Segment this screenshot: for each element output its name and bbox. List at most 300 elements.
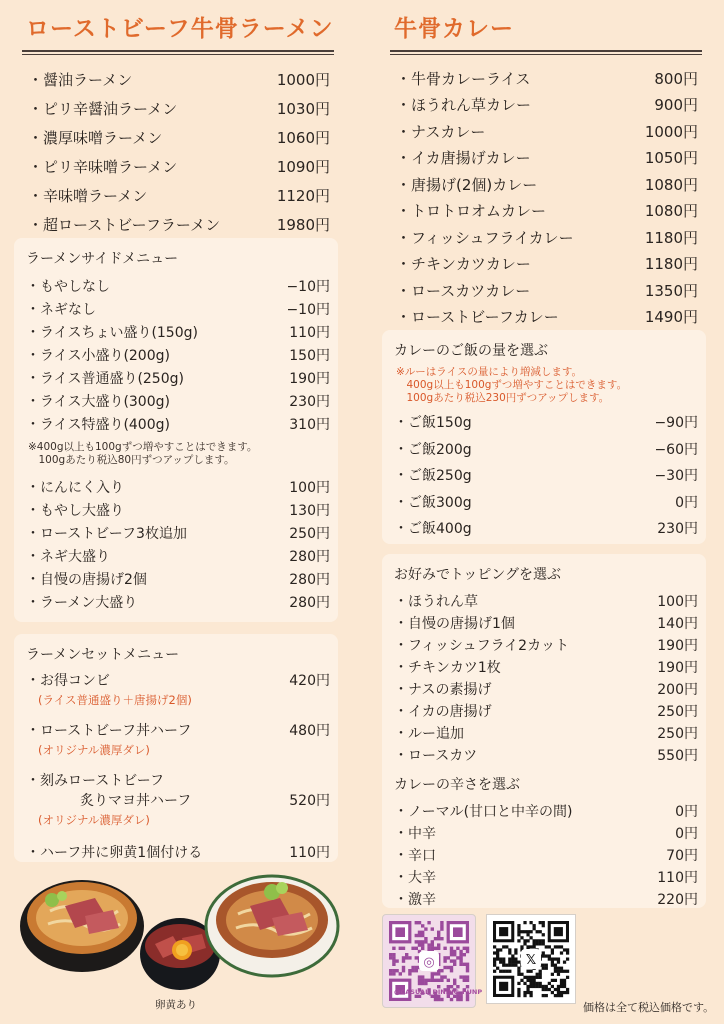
qr-module <box>566 951 569 954</box>
qr-module <box>517 961 520 964</box>
menu-item-name: ・ ライス大盛り(300g) <box>26 391 170 411</box>
qr-module <box>551 964 554 967</box>
menu-item-price: −30円 <box>654 468 698 485</box>
qr-module <box>536 930 539 933</box>
qr-module <box>431 927 434 930</box>
qr-module <box>554 967 557 970</box>
qr-module <box>536 973 539 976</box>
menu-row <box>382 304 706 331</box>
menu-item-name: ・ 中辛 <box>394 823 436 843</box>
qr-module <box>539 942 542 945</box>
qr-module <box>453 953 456 956</box>
menu-item-name: ・ チキンカツ1枚 <box>394 657 501 677</box>
set-menu-item <box>24 720 330 758</box>
menu-item-price: 1180円 <box>644 255 698 274</box>
qr-module <box>505 970 508 973</box>
qr-module <box>424 937 427 940</box>
qr-module <box>395 959 398 962</box>
qr-module <box>542 994 545 997</box>
menu-item-name: ・ ライスちょい盛り(150g) <box>26 322 198 342</box>
qr-module <box>557 945 560 948</box>
qr-module <box>450 966 453 969</box>
qr-module <box>536 942 539 945</box>
menu-item-name: ・ ナスの素揚げ <box>394 679 491 699</box>
qr-module <box>529 991 532 994</box>
qr-module <box>415 969 418 972</box>
qr-module <box>566 991 569 994</box>
qr-module <box>514 948 517 951</box>
menu-item-name: ・ イカの唐揚げ <box>394 701 492 721</box>
menu-item-name: ・ 超ローストビーフラーメン <box>28 214 220 235</box>
qr-module <box>517 973 520 976</box>
qr-module <box>424 940 427 943</box>
qr-module <box>517 982 520 985</box>
qr-module <box>450 969 453 972</box>
qr-module <box>392 969 395 972</box>
qr-module <box>427 979 430 982</box>
qr-module <box>508 948 511 951</box>
qr-module <box>437 937 440 940</box>
qr-module <box>529 979 532 982</box>
rice-amount-note: ※ルーはライスの量により増減します。 400g以上も100gずつ増やすことはできます。 100gあたり税込230円ずつアップします。 <box>396 366 628 404</box>
qr-module <box>557 970 560 973</box>
qr-module <box>526 991 529 994</box>
menu-item-name: ・ ルー追加 <box>394 723 464 743</box>
toppings-list <box>392 590 698 766</box>
qr-finder-pattern <box>453 927 463 937</box>
qr-module <box>424 982 427 985</box>
qr-module <box>533 976 536 979</box>
qr-module <box>529 976 532 979</box>
menu-row <box>392 678 698 700</box>
qr-module <box>557 988 560 991</box>
qr-module <box>496 967 499 970</box>
qr-module <box>526 933 529 936</box>
qr-module <box>434 937 437 940</box>
menu-item-name: ・ 自慢の唐揚げ2個 <box>26 569 147 589</box>
qr-module <box>402 969 405 972</box>
qr-module <box>545 967 548 970</box>
qr-module <box>440 921 443 924</box>
set-menu-row <box>24 670 330 690</box>
set-menu-row <box>24 720 330 740</box>
menu-row <box>392 634 698 656</box>
qr-module <box>542 985 545 988</box>
set-menu-description: (オリジナル濃厚ダレ) <box>38 743 150 757</box>
qr-module <box>431 940 434 943</box>
qr-module <box>493 957 496 960</box>
qr-module <box>554 970 557 973</box>
qr-module <box>560 991 563 994</box>
qr-module <box>463 953 466 956</box>
menu-item-name: ・ ナスカレー <box>396 121 485 142</box>
menu-row <box>24 412 330 435</box>
qr-module <box>551 948 554 951</box>
qr-module <box>421 931 424 934</box>
qr-module <box>560 985 563 988</box>
qr-module <box>463 979 466 982</box>
set-menu-name: ・ お得コンビ <box>26 670 110 690</box>
qr-module <box>508 964 511 967</box>
qr-module <box>523 930 526 933</box>
qr-module <box>415 940 418 943</box>
ramen-set-list <box>24 670 330 862</box>
qr-module <box>539 976 542 979</box>
qr-module <box>453 982 456 985</box>
qr-module <box>392 947 395 950</box>
qr-module <box>520 979 523 982</box>
menu-item-price: 140円 <box>657 616 698 632</box>
qr-module <box>560 945 563 948</box>
menu-item-price: 1120円 <box>276 187 330 205</box>
menu-row <box>392 612 698 634</box>
qr-module <box>421 979 424 982</box>
menu-item-name: ・ ピリ辛醤油ラーメン <box>28 98 177 119</box>
menu-row <box>382 251 706 278</box>
set-menu-price: 480円 <box>289 723 330 739</box>
toppings-card <box>382 554 706 908</box>
menu-row <box>392 590 698 612</box>
qr-module <box>456 956 459 959</box>
qr-module <box>542 988 545 991</box>
instagram-icon: ◎ <box>423 955 435 970</box>
qr-module <box>427 943 430 946</box>
menu-item-price: 900円 <box>654 96 698 115</box>
qr-module <box>440 998 443 1001</box>
menu-row <box>24 366 330 389</box>
qr-module <box>418 921 421 924</box>
qr-module <box>551 991 554 994</box>
qr-module <box>514 957 517 960</box>
qr-module <box>533 982 536 985</box>
qr-module <box>463 963 466 966</box>
qr-module <box>466 947 469 950</box>
qr-module <box>437 931 440 934</box>
qr-module <box>551 957 554 960</box>
qr-module <box>434 947 437 950</box>
curry-section-title: 牛骨カレー <box>394 16 514 42</box>
menu-item-name: ・ ロースカツカレー <box>396 280 530 301</box>
menu-item-price: 0円 <box>675 826 698 842</box>
menu-row <box>24 297 330 320</box>
qr-module <box>520 945 523 948</box>
qr-module <box>427 921 430 924</box>
qr-module <box>431 947 434 950</box>
food-illustration <box>10 866 340 996</box>
qr-module <box>533 979 536 982</box>
set-menu-name-block <box>26 720 191 740</box>
qr-module <box>431 979 434 982</box>
qr-module <box>408 956 411 959</box>
qr-module <box>548 982 551 985</box>
qr-module <box>418 931 421 934</box>
qr-module <box>502 970 505 973</box>
set-menu-name: ・ ローストビーフ丼ハーフ <box>26 720 191 740</box>
spice-list <box>392 800 698 910</box>
qr-module <box>529 994 532 997</box>
qr-module <box>502 961 505 964</box>
qr-module <box>566 948 569 951</box>
menu-item-name: ・ 辛味噌ラーメン <box>28 185 147 206</box>
qr-module <box>466 998 469 1001</box>
qr-module <box>437 972 440 975</box>
menu-item-price: 190円 <box>657 638 698 654</box>
qr-module <box>548 945 551 948</box>
menu-item-price: −60円 <box>654 441 698 458</box>
menu-row <box>382 65 706 92</box>
menu-item-name: ・ フィッシュフライ2カット <box>394 635 569 655</box>
menu-row <box>24 274 330 297</box>
qr-module <box>517 967 520 970</box>
qr-module <box>392 963 395 966</box>
qr-module <box>440 924 443 927</box>
qr-module <box>526 976 529 979</box>
toppings-title: お好みでトッピングを選ぶ <box>394 567 562 583</box>
qr-module <box>539 921 542 924</box>
menu-item-name: ・ 激辛 <box>394 889 436 909</box>
qr-module <box>496 954 499 957</box>
qr-module <box>557 967 560 970</box>
qr-module <box>523 982 526 985</box>
qr-module <box>560 982 563 985</box>
menu-item-price: 250円 <box>657 704 698 720</box>
qr-module <box>560 967 563 970</box>
qr-module <box>542 921 545 924</box>
qr-module <box>502 945 505 948</box>
menu-item-price: 110円 <box>289 324 330 341</box>
qr-module <box>514 964 517 967</box>
menu-item-name: ・ ネギ大盛り <box>26 546 110 566</box>
qr-module <box>431 972 434 975</box>
menu-row <box>24 389 330 412</box>
menu-row <box>14 181 338 210</box>
qr-finder-pattern <box>554 927 563 936</box>
qr-module <box>566 988 569 991</box>
qr-module <box>566 957 569 960</box>
qr-module <box>523 976 526 979</box>
qr-module <box>557 985 560 988</box>
menu-item-name: ・ もやしなし <box>26 276 110 296</box>
menu-row <box>392 436 698 463</box>
qr-module <box>443 959 446 962</box>
set-menu-name: ・ ハーフ丼に卵黄1個付ける <box>26 842 202 862</box>
menu-item-name: ・ イカ唐揚げカレー <box>396 147 531 168</box>
qr-module <box>529 985 532 988</box>
qr-module <box>447 966 450 969</box>
rice-amount-title: カレーのご飯の量を選ぶ <box>394 343 548 359</box>
qr-module <box>560 979 563 982</box>
menu-row <box>14 152 338 181</box>
qr-module <box>421 924 424 927</box>
curry-list <box>382 65 706 330</box>
qr-module <box>447 979 450 982</box>
qr-module <box>539 982 542 985</box>
qr-module <box>493 970 496 973</box>
qr-module <box>421 934 424 937</box>
x-qr-code[interactable] <box>486 914 576 1004</box>
qr-module <box>520 936 523 939</box>
qr-module <box>554 988 557 991</box>
qr-module <box>440 927 443 930</box>
qr-module <box>392 972 395 975</box>
qr-module <box>389 956 392 959</box>
menu-row <box>382 118 706 145</box>
qr-module <box>459 956 462 959</box>
qr-module <box>566 976 569 979</box>
qr-module <box>542 964 545 967</box>
menu-item-name: ・ 醤油ラーメン <box>28 69 132 90</box>
qr-module <box>502 957 505 960</box>
qr-module <box>539 985 542 988</box>
qr-module <box>453 979 456 982</box>
menu-item-price: 1080円 <box>644 175 698 194</box>
qr-module <box>424 979 427 982</box>
qr-module <box>493 951 496 954</box>
qr-module <box>539 973 542 976</box>
menu-row <box>24 567 330 590</box>
qr-module <box>463 947 466 950</box>
qr-module <box>542 951 545 954</box>
menu-item-price: 230円 <box>289 393 330 410</box>
qr-module <box>511 961 514 964</box>
qr-module <box>563 985 566 988</box>
qr-module <box>437 943 440 946</box>
qr-module <box>529 945 532 948</box>
menu-item-name: ・ ローストビーフ3枚追加 <box>26 523 187 543</box>
menu-item-name: ・ 濃厚味噌ラーメン <box>28 127 162 148</box>
qr-module <box>560 994 563 997</box>
qr-module <box>411 966 414 969</box>
menu-item-name: ・ 大辛 <box>394 867 436 887</box>
qr-module <box>427 947 430 950</box>
menu-row <box>392 515 698 542</box>
qr-module <box>405 956 408 959</box>
qr-module <box>557 994 560 997</box>
qr-module <box>496 951 499 954</box>
qr-module <box>434 972 437 975</box>
qr-module <box>542 939 545 942</box>
menu-item-name: ・ ほうれん草 <box>394 591 478 611</box>
qr-module <box>499 970 502 973</box>
qr-module <box>554 979 557 982</box>
menu-item-name: ・ ほうれん草カレー <box>396 94 531 115</box>
qr-module <box>453 950 456 953</box>
qr-module <box>511 954 514 957</box>
qr-module <box>551 985 554 988</box>
menu-item-price: 1490円 <box>644 308 698 327</box>
instagram-handle: @CASUAL_DINING_FUNP <box>394 988 483 996</box>
qr-module <box>526 939 529 942</box>
qr-module <box>389 953 392 956</box>
set-menu-price: 420円 <box>289 673 330 689</box>
menu-item-price: 1000円 <box>644 122 698 141</box>
left-column <box>14 0 338 239</box>
menu-row <box>382 224 706 251</box>
ramen-side-title: ラーメンサイドメニュー <box>26 251 179 267</box>
qr-module <box>499 961 502 964</box>
qr-module <box>529 936 532 939</box>
menu-item-name: ・ ご飯250g <box>394 465 472 485</box>
menu-item-price: 100円 <box>657 594 698 610</box>
menu-item-name: ・ ライス特盛り(400g) <box>26 414 170 434</box>
menu-item-price: 550円 <box>657 748 698 764</box>
set-menu-item <box>24 842 330 862</box>
menu-row <box>392 888 698 910</box>
qr-module <box>402 959 405 962</box>
qr-module <box>431 975 434 978</box>
menu-item-price: 1030円 <box>276 100 330 118</box>
qr-module <box>563 979 566 982</box>
menu-item-name: ・ ご飯300g <box>394 492 472 512</box>
set-menu-price: 520円 <box>289 793 330 809</box>
qr-module <box>526 970 529 973</box>
qr-module <box>557 991 560 994</box>
qr-module <box>440 979 443 982</box>
menu-item-price: 150円 <box>289 347 330 364</box>
qr-module <box>411 947 414 950</box>
menu-item-name: ・ 牛骨カレーライス <box>396 68 530 89</box>
qr-module <box>418 943 421 946</box>
miso-ramen-bowl <box>20 880 144 972</box>
qr-module <box>408 969 411 972</box>
qr-module <box>545 964 548 967</box>
rice-amount-card <box>382 330 706 544</box>
menu-row <box>24 320 330 343</box>
qr-module <box>443 975 446 978</box>
menu-row <box>392 844 698 866</box>
qr-module <box>418 979 421 982</box>
qr-module <box>440 975 443 978</box>
qr-module <box>502 964 505 967</box>
qr-module <box>459 998 462 1001</box>
qr-module <box>563 961 566 964</box>
menu-item-price: 1350円 <box>644 281 698 300</box>
qr-module <box>533 945 536 948</box>
qr-module <box>536 982 539 985</box>
qr-module <box>493 945 496 948</box>
menu-row <box>382 145 706 172</box>
qr-module <box>554 957 557 960</box>
set-menu-row <box>24 842 330 862</box>
qr-module <box>545 945 548 948</box>
set-menu-name: ・ 刻みローストビーフ <box>26 770 191 790</box>
qr-module <box>542 967 545 970</box>
tax-note: 価格は全て税込価格です。 <box>583 1001 715 1014</box>
menu-row <box>14 123 338 152</box>
menu-item-price: 1090円 <box>276 158 330 176</box>
qr-module <box>496 957 499 960</box>
qr-module <box>466 979 469 982</box>
qr-module <box>548 988 551 991</box>
menu-row <box>392 822 698 844</box>
menu-item-name: ・ ラーメン大盛り <box>26 592 137 612</box>
menu-item-price: 0円 <box>675 804 698 820</box>
qr-module <box>533 939 536 942</box>
menu-item-price: 280円 <box>289 548 330 565</box>
ramen-side-list-a <box>24 274 330 435</box>
qr-module <box>466 966 469 969</box>
qr-module <box>517 927 520 930</box>
menu-row <box>392 800 698 822</box>
qr-module <box>545 994 548 997</box>
qr-module <box>402 956 405 959</box>
menu-item-name: ・ ライス小盛り(200g) <box>26 345 170 365</box>
qr-module <box>517 939 520 942</box>
set-menu-name-block <box>26 670 110 690</box>
qr-module <box>520 930 523 933</box>
menu-row <box>382 171 706 198</box>
ramen-section-title: ローストビーフ牛骨ラーメン <box>26 16 334 42</box>
